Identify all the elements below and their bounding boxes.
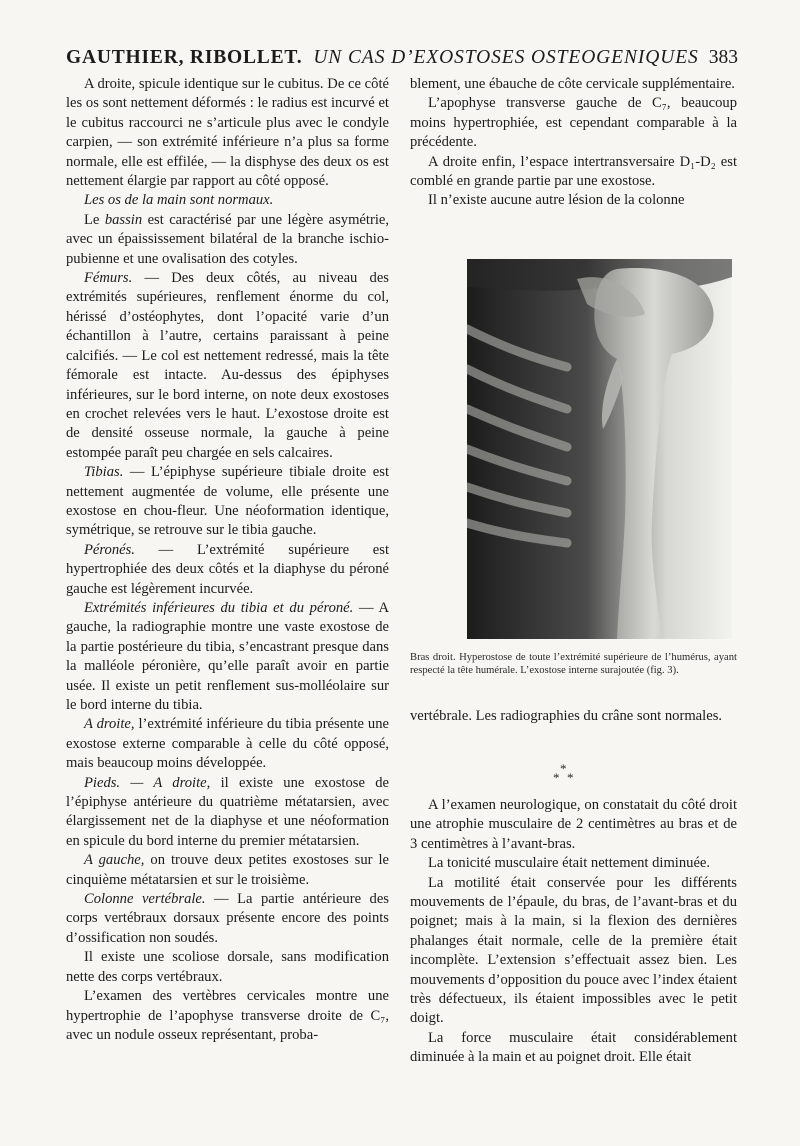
paragraph: A droite, l’extrémité inférieure du tibia présente une exostose externe comparable à celle du côté opposé, mais beaucoup moins développée. — [66, 716, 390, 772]
asterisk: * — [560, 761, 567, 776]
paragraph: blement, une ébauche de côte cervicale supplémentaire. — [410, 76, 735, 92]
header-authors: GAUTHIER, RIBOLLET. — [66, 47, 303, 68]
paragraph: Les os de la main sont normaux. — [84, 192, 274, 209]
paragraph: L’apophyse transverse gauche de C₇, beaucoup moins hypertrophiée, est cependant comparable à la précédente. — [410, 95, 737, 151]
paragraph: La tonicité musculaire était nettement diminuée. — [428, 855, 711, 872]
asterisk: * — [553, 770, 560, 785]
paragraph: Il n’existe aucune autre lésion de la colonne — [428, 192, 685, 209]
right-column-top — [410, 75, 737, 211]
paragraph: Le bassin est caractérisé par une légère asymétrie, avec un épaississement bilatéral de la branche ischio-pubienne et une ovalisation des cotyles. — [66, 211, 390, 267]
xray-figure — [467, 259, 732, 639]
header-title: UN CAS D’EXOSTOSES OSTEOGENIQUES — [313, 47, 699, 68]
paragraph: A l’examen neurologique, on constatait du côté droit une atrophie musculaire de 2 centimètres au bras et de 3 centimètres à l’avant-bras. — [410, 797, 737, 852]
page-number: 383 — [708, 47, 738, 68]
paragraph: Colonne vertébrale. — La partie antérieure des corps vertébraux dorsaux présente encore des points d’ossification non soudés. — [66, 891, 389, 946]
paragraph: vertébrale. Les radiographies du crâne sont normales. — [410, 708, 723, 724]
paragraph: A droite, spicule identique sur le cubitus. De ce côté les os sont nettement déformés : le radius est incurvé et le cubitus raccourci ne s’articule plus avec le condyle carpien, — son extrémité inférieure n’a plus sa forme normale, elle est effilée, — la disphyse des deux os est nettement élargie par rapport au côté opposé. — [66, 76, 389, 190]
left-column — [66, 75, 389, 1045]
right-column-continuation — [410, 707, 737, 726]
paragraph: A droite enfin, l’espace intertransversaire D₁-D₂ est comblé en grande partie par une exostose. — [410, 153, 737, 190]
asterisk: * — [567, 770, 574, 785]
paragraph: Péronés. — L’extrémité supérieure est hypertrophiée des deux côtés et la diaphyse du péroné gauche est légèrement incurvée. — [66, 541, 389, 597]
right-column-bottom — [410, 796, 737, 1068]
paragraph: La force musculaire était considérablement diminuée à la main et au poignet droit. Elle était — [410, 1029, 737, 1066]
paragraph: A gauche, on trouve deux petites exostoses sur le cinquième métatarsien et sur le troisième. — [66, 852, 390, 888]
paragraph: Pieds. — A droite, il existe une exostose de l’épiphyse antérieure du quatrième métatarsien, avec élargissement net de la diaphyse et une néoformation en spicule du bord interne du premier métatarsien. — [66, 774, 389, 849]
paragraph: Tibias. — L’épiphyse supérieure tibiale droite est nettement augmentée de volume, elle présente une exostose en chou-fleur. Une néoformation identique, symétrique, se retrouve sur le tibia gauche. — [66, 464, 389, 539]
paragraph: Fémurs. — Des deux côtés, au niveau des extrémités supérieures, renflement énorme du col, hérissé d’ostéophytes, dont l’opacité varie d’un échantillon à l’autre, certains paraissant à peine calcifiés. — Le col est nettement redressé, mais la tête fémorale est intacte. Au-dessus des épiphyses inférieures, sur le bord interne, on note deux exostoses en crochet relevées vers le haut. L’exostose droite est de densité osseuse normale, la gauche à peine estompée paraît peu chargée en sels calcaires. — [66, 270, 389, 461]
paragraph: Il existe une scoliose dorsale, sans modification nette des corps vertébraux. — [66, 949, 389, 985]
paragraph: L’examen des vertèbres cervicales montre une hypertrophie de l’apophyse transverse droite de C₇, avec un nodule osseux représentant, proba- — [66, 988, 389, 1043]
paragraph: Extrémités inférieures du tibia et du péroné. — A gauche, la radiographie montre une vaste exostose de la partie postérieure du tibia, s’encastrant presque dans la malléole péronière, qu’elle paraît avoir en partie usée. Il existe un petit renflement sus-molléolaire sur le bord interne du tibia. — [66, 599, 390, 713]
figure-caption: Bras droit. Hyperostose de toute l’extrémité supérieure de l’humérus, ayant respecté la tête humérale. L’exostose interne surajoutée (fig. 3). — [410, 652, 737, 676]
xray-image — [467, 259, 732, 639]
running-header — [66, 46, 738, 70]
paragraph: La motilité était conservée pour les différents mouvements de l’épaule, du bras, de l’avant-bras et du poignet; mais à la main, si la flexion des dernières phalanges était normale, celle de la première était incomplète. L’extension s’effectuait assez bien. Les mouvements d’opposition du pouce avec l’index étaient très défectueux, ils étaient impossibles avec le petit doigt. — [410, 874, 737, 1027]
